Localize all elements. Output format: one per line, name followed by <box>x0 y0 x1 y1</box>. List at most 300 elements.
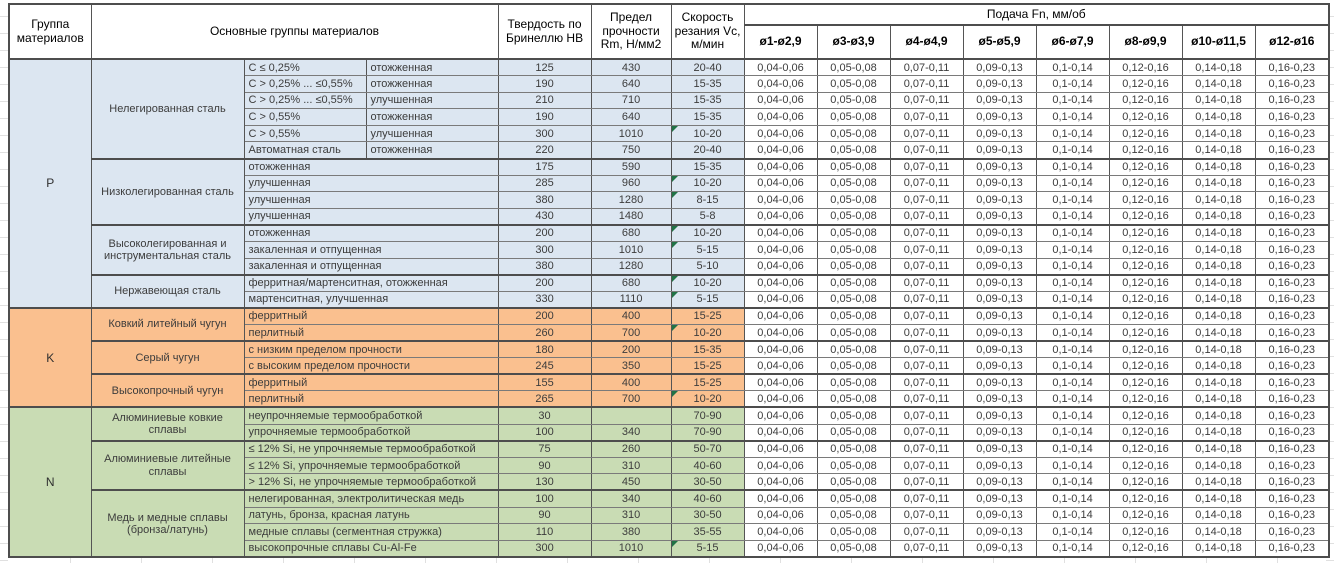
feed-value-cell: 0,1-0,14 <box>1036 407 1109 424</box>
strength-rm-cell: 260 <box>591 441 671 458</box>
feed-value-cell: 0,12-0,16 <box>1109 341 1182 358</box>
feed-value-cell: 0,14-0,18 <box>1182 358 1255 375</box>
feed-value-cell: 0,14-0,18 <box>1182 142 1255 159</box>
header-feed-d5: ø6-ø7,9 <box>1036 25 1109 59</box>
feed-value-cell: 0,05-0,08 <box>817 474 890 491</box>
strength-rm-cell: 400 <box>591 308 671 325</box>
material-desc-cell: закаленная и отпущенная <box>244 258 498 275</box>
heat-state-cell: улучшенная <box>366 92 498 109</box>
cutting-speed-vc-cell: 35-55 <box>671 524 744 541</box>
feed-value-cell: 0,04-0,06 <box>744 457 817 474</box>
feed-value-cell: 0,1-0,14 <box>1036 308 1109 325</box>
feed-value-cell: 0,04-0,06 <box>744 275 817 292</box>
material-desc-cell: > 12% Si, не упрочняемые термообработкой <box>244 474 498 491</box>
feed-value-cell: 0,04-0,06 <box>744 76 817 93</box>
material-desc-cell: отожженная <box>244 225 498 242</box>
feed-value-cell: 0,04-0,06 <box>744 308 817 325</box>
feed-value-cell: 0,07-0,11 <box>890 407 963 424</box>
material-desc-cell: ферритный <box>244 374 498 391</box>
table-row <box>9 225 1329 242</box>
feed-value-cell: 0,16-0,23 <box>1255 474 1329 491</box>
feed-value-cell: 0,14-0,18 <box>1182 291 1255 308</box>
cutting-speed-vc-cell: 15-35 <box>671 76 744 93</box>
feed-value-cell: 0,16-0,23 <box>1255 59 1329 76</box>
carbon-spec-cell: С > 0,25% ... ≤0,55% <box>244 92 366 109</box>
header-feed-d6: ø8-ø9,9 <box>1109 25 1182 59</box>
feed-value-cell: 0,05-0,08 <box>817 76 890 93</box>
feed-value-cell: 0,04-0,06 <box>744 208 817 225</box>
feed-value-cell: 0,12-0,16 <box>1109 192 1182 209</box>
cutting-speed-vc-cell: 15-25 <box>671 308 744 325</box>
feed-value-cell: 0,16-0,23 <box>1255 457 1329 474</box>
margin-gridlines-left <box>0 0 8 563</box>
feed-value-cell: 0,07-0,11 <box>890 358 963 375</box>
feed-value-cell: 0,12-0,16 <box>1109 242 1182 259</box>
feed-value-cell: 0,16-0,23 <box>1255 308 1329 325</box>
feed-value-cell: 0,14-0,18 <box>1182 424 1255 441</box>
carbon-spec-cell: С > 0,55% <box>244 125 366 142</box>
heat-state-cell: отожженная <box>366 76 498 93</box>
feed-value-cell: 0,1-0,14 <box>1036 125 1109 142</box>
cell-flag-triangle-icon <box>672 192 678 198</box>
material-group-name-cell: Медь и медные сплавы (бронза/латунь) <box>91 490 244 556</box>
feed-value-cell: 0,07-0,11 <box>890 291 963 308</box>
heat-state-cell: отожженная <box>366 109 498 126</box>
feed-value-cell: 0,14-0,18 <box>1182 59 1255 76</box>
feed-value-cell: 0,12-0,16 <box>1109 291 1182 308</box>
feed-value-cell: 0,07-0,11 <box>890 59 963 76</box>
feed-value-cell: 0,16-0,23 <box>1255 76 1329 93</box>
feed-value-cell: 0,09-0,13 <box>963 540 1036 557</box>
table-row <box>9 441 1329 458</box>
feed-value-cell: 0,12-0,16 <box>1109 125 1182 142</box>
feed-value-cell: 0,05-0,08 <box>817 92 890 109</box>
feed-value-cell: 0,14-0,18 <box>1182 125 1255 142</box>
feed-value-cell: 0,09-0,13 <box>963 308 1036 325</box>
feed-value-cell: 0,1-0,14 <box>1036 507 1109 524</box>
feed-value-cell: 0,04-0,06 <box>744 524 817 541</box>
feed-value-cell: 0,07-0,11 <box>890 490 963 507</box>
feed-value-cell: 0,09-0,13 <box>963 341 1036 358</box>
material-desc-cell: перлитный <box>244 325 498 342</box>
group-code-cell: N <box>9 407 91 556</box>
material-group-name-cell: Ковкий литейный чугун <box>91 308 244 341</box>
heat-state-cell: отожженная <box>366 142 498 159</box>
feed-value-cell: 0,07-0,11 <box>890 76 963 93</box>
header-feed-title: Подача Fn, мм/об <box>744 4 1329 25</box>
feed-value-cell: 0,07-0,11 <box>890 474 963 491</box>
strength-rm-cell: 1010 <box>591 540 671 557</box>
feed-value-cell: 0,05-0,08 <box>817 540 890 557</box>
cell-flag-triangle-icon <box>672 176 678 182</box>
feed-value-cell: 0,04-0,06 <box>744 258 817 275</box>
material-desc-cell: ферритный <box>244 308 498 325</box>
feed-value-cell: 0,07-0,11 <box>890 424 963 441</box>
feed-value-cell: 0,04-0,06 <box>744 441 817 458</box>
group-code-cell: P <box>9 59 91 308</box>
feed-value-cell: 0,16-0,23 <box>1255 109 1329 126</box>
feed-value-cell: 0,1-0,14 <box>1036 208 1109 225</box>
cell-flag-triangle-icon <box>672 226 678 232</box>
feed-value-cell: 0,14-0,18 <box>1182 76 1255 93</box>
header-feed-d8: ø12-ø16 <box>1255 25 1329 59</box>
material-desc-cell: высокопрочные сплавы Cu-Al-Fe <box>244 540 498 557</box>
material-desc-cell: ферритная/мартенситная, отожженная <box>244 275 498 292</box>
feed-value-cell: 0,12-0,16 <box>1109 474 1182 491</box>
hardness-hb-cell: 380 <box>498 258 591 275</box>
feed-value-cell: 0,1-0,14 <box>1036 424 1109 441</box>
carbon-spec-cell: С ≤ 0,25% <box>244 59 366 76</box>
material-desc-cell: неупрочняемые термообработкой <box>244 407 498 424</box>
feed-value-cell: 0,14-0,18 <box>1182 308 1255 325</box>
feed-value-cell: 0,09-0,13 <box>963 76 1036 93</box>
feed-value-cell: 0,1-0,14 <box>1036 358 1109 375</box>
cutting-speed-vc-cell: 5-15 <box>671 291 744 308</box>
feed-value-cell: 0,1-0,14 <box>1036 325 1109 342</box>
feed-value-cell: 0,1-0,14 <box>1036 474 1109 491</box>
feed-value-cell: 0,1-0,14 <box>1036 225 1109 242</box>
feed-value-cell: 0,12-0,16 <box>1109 424 1182 441</box>
feed-value-cell: 0,09-0,13 <box>963 109 1036 126</box>
feed-value-cell: 0,09-0,13 <box>963 225 1036 242</box>
feed-value-cell: 0,16-0,23 <box>1255 374 1329 391</box>
header-brinell-hardness: Твердость по Бринеллю НВ <box>498 4 591 59</box>
material-group-name-cell: Алюминиевые ковкие сплавы <box>91 407 244 440</box>
cutting-speed-vc-cell: 5-15 <box>671 242 744 259</box>
header-material-group: Группа материалов <box>9 4 91 59</box>
feed-value-cell: 0,14-0,18 <box>1182 507 1255 524</box>
feed-value-cell: 0,14-0,18 <box>1182 275 1255 292</box>
cutting-speed-vc-cell: 10-20 <box>671 225 744 242</box>
feed-value-cell: 0,16-0,23 <box>1255 175 1329 192</box>
hardness-hb-cell: 430 <box>498 208 591 225</box>
feed-value-cell: 0,1-0,14 <box>1036 142 1109 159</box>
cutting-speed-vc-cell: 10-20 <box>671 391 744 408</box>
hardness-hb-cell: 260 <box>498 325 591 342</box>
feed-value-cell: 0,07-0,11 <box>890 125 963 142</box>
feed-value-cell: 0,16-0,23 <box>1255 424 1329 441</box>
feed-value-cell: 0,07-0,11 <box>890 242 963 259</box>
feed-value-cell: 0,12-0,16 <box>1109 374 1182 391</box>
hardness-hb-cell: 130 <box>498 474 591 491</box>
cell-flag-triangle-icon <box>672 276 678 282</box>
feed-value-cell: 0,14-0,18 <box>1182 92 1255 109</box>
material-desc-cell: ≤ 12% Si, не упрочняемые термообработкой <box>244 441 498 458</box>
feed-value-cell: 0,14-0,18 <box>1182 325 1255 342</box>
feed-value-cell: 0,14-0,18 <box>1182 341 1255 358</box>
feed-value-cell: 0,05-0,08 <box>817 391 890 408</box>
hardness-hb-cell: 75 <box>498 441 591 458</box>
cutting-speed-vc-cell: 8-15 <box>671 192 744 209</box>
cutting-speed-vc-cell: 15-35 <box>671 341 744 358</box>
strength-rm-cell: 1280 <box>591 258 671 275</box>
feed-value-cell: 0,05-0,08 <box>817 258 890 275</box>
feed-value-cell: 0,09-0,13 <box>963 391 1036 408</box>
hardness-hb-cell: 220 <box>498 142 591 159</box>
feed-value-cell: 0,04-0,06 <box>744 291 817 308</box>
carbon-spec-cell: С > 0,25% ... ≤0,55% <box>244 76 366 93</box>
feed-value-cell: 0,16-0,23 <box>1255 225 1329 242</box>
cutting-speed-vc-cell: 5-10 <box>671 258 744 275</box>
feed-value-cell: 0,12-0,16 <box>1109 308 1182 325</box>
feed-value-cell: 0,09-0,13 <box>963 490 1036 507</box>
feed-value-cell: 0,12-0,16 <box>1109 208 1182 225</box>
cutting-speed-vc-cell: 10-20 <box>671 175 744 192</box>
material-group-name-cell: Алюминиевые литейные сплавы <box>91 441 244 491</box>
cell-flag-triangle-icon <box>672 126 678 132</box>
material-desc-cell: мартенситная, улучшенная <box>244 291 498 308</box>
feed-value-cell: 0,05-0,08 <box>817 208 890 225</box>
feed-value-cell: 0,1-0,14 <box>1036 76 1109 93</box>
feed-value-cell: 0,12-0,16 <box>1109 507 1182 524</box>
feed-value-cell: 0,12-0,16 <box>1109 540 1182 557</box>
feed-value-cell: 0,07-0,11 <box>890 275 963 292</box>
feed-value-cell: 0,05-0,08 <box>817 291 890 308</box>
strength-rm-cell: 430 <box>591 59 671 76</box>
feed-value-cell: 0,05-0,08 <box>817 275 890 292</box>
feed-value-cell: 0,05-0,08 <box>817 424 890 441</box>
feed-value-cell: 0,04-0,06 <box>744 325 817 342</box>
cell-flag-triangle-icon <box>672 325 678 331</box>
table-row <box>9 308 1329 325</box>
feed-value-cell: 0,04-0,06 <box>744 242 817 259</box>
strength-rm-cell: 380 <box>591 524 671 541</box>
feed-value-cell: 0,07-0,11 <box>890 142 963 159</box>
feed-value-cell: 0,16-0,23 <box>1255 325 1329 342</box>
strength-rm-cell: 680 <box>591 275 671 292</box>
feed-value-cell: 0,1-0,14 <box>1036 159 1109 176</box>
strength-rm-cell: 750 <box>591 142 671 159</box>
strength-rm-cell: 1010 <box>591 125 671 142</box>
feed-value-cell: 0,05-0,08 <box>817 125 890 142</box>
hardness-hb-cell: 210 <box>498 92 591 109</box>
feed-value-cell: 0,12-0,16 <box>1109 407 1182 424</box>
feed-value-cell: 0,1-0,14 <box>1036 175 1109 192</box>
feed-value-cell: 0,09-0,13 <box>963 291 1036 308</box>
feed-value-cell: 0,07-0,11 <box>890 374 963 391</box>
strength-rm-cell: 1280 <box>591 192 671 209</box>
feed-value-cell: 0,05-0,08 <box>817 407 890 424</box>
hardness-hb-cell: 300 <box>498 242 591 259</box>
feed-value-cell: 0,09-0,13 <box>963 474 1036 491</box>
cutting-speed-vc-cell: 15-25 <box>671 374 744 391</box>
cutting-speed-vc-cell: 20-40 <box>671 59 744 76</box>
feed-value-cell: 0,14-0,18 <box>1182 474 1255 491</box>
material-desc-cell: улучшенная <box>244 192 498 209</box>
header-row-top <box>9 4 1329 25</box>
feed-value-cell: 0,09-0,13 <box>963 258 1036 275</box>
feed-value-cell: 0,05-0,08 <box>817 308 890 325</box>
table-body <box>9 59 1329 557</box>
header-feed-d1: ø1-ø2,9 <box>744 25 817 59</box>
material-desc-cell: медные сплавы (сегментная стружка) <box>244 524 498 541</box>
feed-value-cell: 0,07-0,11 <box>890 457 963 474</box>
feed-value-cell: 0,12-0,16 <box>1109 92 1182 109</box>
feed-value-cell: 0,09-0,13 <box>963 507 1036 524</box>
hardness-hb-cell: 125 <box>498 59 591 76</box>
feed-value-cell: 0,05-0,08 <box>817 358 890 375</box>
feed-value-cell: 0,04-0,06 <box>744 540 817 557</box>
hardness-hb-cell: 300 <box>498 540 591 557</box>
hardness-hb-cell: 285 <box>498 175 591 192</box>
carbon-spec-cell: С > 0,55% <box>244 109 366 126</box>
feed-value-cell: 0,16-0,23 <box>1255 490 1329 507</box>
material-desc-cell: с низким пределом прочности <box>244 341 498 358</box>
feed-value-cell: 0,09-0,13 <box>963 407 1036 424</box>
feed-value-cell: 0,04-0,06 <box>744 507 817 524</box>
feed-value-cell: 0,1-0,14 <box>1036 457 1109 474</box>
feed-value-cell: 0,14-0,18 <box>1182 208 1255 225</box>
feed-value-cell: 0,14-0,18 <box>1182 225 1255 242</box>
feed-value-cell: 0,09-0,13 <box>963 325 1036 342</box>
feed-value-cell: 0,12-0,16 <box>1109 524 1182 541</box>
feed-value-cell: 0,16-0,23 <box>1255 507 1329 524</box>
strength-rm-cell: 700 <box>591 391 671 408</box>
feed-value-cell: 0,05-0,08 <box>817 109 890 126</box>
hardness-hb-cell: 190 <box>498 109 591 126</box>
feed-value-cell: 0,07-0,11 <box>890 192 963 209</box>
feed-value-cell: 0,04-0,06 <box>744 490 817 507</box>
hardness-hb-cell: 30 <box>498 407 591 424</box>
feed-value-cell: 0,04-0,06 <box>744 125 817 142</box>
header-tensile-strength: Предел прочности Rm, Н/мм2 <box>591 4 671 59</box>
feed-value-cell: 0,12-0,16 <box>1109 325 1182 342</box>
hardness-hb-cell: 200 <box>498 225 591 242</box>
cutting-speed-vc-cell: 15-35 <box>671 159 744 176</box>
feed-value-cell: 0,07-0,11 <box>890 308 963 325</box>
feed-value-cell: 0,16-0,23 <box>1255 540 1329 557</box>
cutting-speed-vc-cell: 15-35 <box>671 109 744 126</box>
hardness-hb-cell: 100 <box>498 424 591 441</box>
feed-value-cell: 0,12-0,16 <box>1109 275 1182 292</box>
strength-rm-cell: 340 <box>591 424 671 441</box>
material-desc-cell: упрочняемые термообработкой <box>244 424 498 441</box>
feed-value-cell: 0,09-0,13 <box>963 59 1036 76</box>
feed-value-cell: 0,12-0,16 <box>1109 490 1182 507</box>
cutting-speed-vc-cell: 40-60 <box>671 457 744 474</box>
feed-value-cell: 0,05-0,08 <box>817 59 890 76</box>
strength-rm-cell: 1480 <box>591 208 671 225</box>
feed-value-cell: 0,1-0,14 <box>1036 524 1109 541</box>
feed-value-cell: 0,1-0,14 <box>1036 275 1109 292</box>
table-row <box>9 159 1329 176</box>
material-desc-cell: улучшенная <box>244 208 498 225</box>
feed-value-cell: 0,16-0,23 <box>1255 524 1329 541</box>
cutting-speed-vc-cell: 30-50 <box>671 507 744 524</box>
feed-value-cell: 0,14-0,18 <box>1182 242 1255 259</box>
feed-value-cell: 0,07-0,11 <box>890 258 963 275</box>
hardness-hb-cell: 155 <box>498 374 591 391</box>
header-cutting-speed: Скорость резания Vc, м/мин <box>671 4 744 59</box>
feed-value-cell: 0,07-0,11 <box>890 159 963 176</box>
material-desc-cell: нелегированная, электролитическая медь <box>244 490 498 507</box>
feed-value-cell: 0,1-0,14 <box>1036 490 1109 507</box>
feed-value-cell: 0,09-0,13 <box>963 159 1036 176</box>
feed-value-cell: 0,1-0,14 <box>1036 540 1109 557</box>
feed-value-cell: 0,14-0,18 <box>1182 159 1255 176</box>
hardness-hb-cell: 330 <box>498 291 591 308</box>
feed-value-cell: 0,14-0,18 <box>1182 407 1255 424</box>
feed-value-cell: 0,12-0,16 <box>1109 358 1182 375</box>
feed-value-cell: 0,12-0,16 <box>1109 159 1182 176</box>
cutting-speed-vc-cell: 70-90 <box>671 424 744 441</box>
feed-value-cell: 0,12-0,16 <box>1109 225 1182 242</box>
feed-value-cell: 0,12-0,16 <box>1109 391 1182 408</box>
hardness-hb-cell: 90 <box>498 457 591 474</box>
header-feed-d4: ø5-ø5,9 <box>963 25 1036 59</box>
feed-value-cell: 0,16-0,23 <box>1255 159 1329 176</box>
feed-value-cell: 0,09-0,13 <box>963 175 1036 192</box>
feed-value-cell: 0,05-0,08 <box>817 457 890 474</box>
feed-value-cell: 0,14-0,18 <box>1182 192 1255 209</box>
cutting-speed-vc-cell: 20-40 <box>671 142 744 159</box>
feed-value-cell: 0,04-0,06 <box>744 225 817 242</box>
material-desc-cell: перлитный <box>244 391 498 408</box>
cutting-speed-vc-cell: 10-20 <box>671 325 744 342</box>
strength-rm-cell: 680 <box>591 225 671 242</box>
strength-rm-cell: 450 <box>591 474 671 491</box>
feed-value-cell: 0,09-0,13 <box>963 275 1036 292</box>
material-group-name-cell: Высоколегированная и инструментальная сталь <box>91 225 244 275</box>
material-desc-cell: латунь, бронза, красная латунь <box>244 507 498 524</box>
feed-value-cell: 0,14-0,18 <box>1182 441 1255 458</box>
material-group-name-cell: Низколегированная сталь <box>91 159 244 225</box>
material-group-name-cell: Нержавеющая сталь <box>91 275 244 308</box>
table-row <box>9 490 1329 507</box>
feed-value-cell: 0,05-0,08 <box>817 441 890 458</box>
strength-rm-cell: 640 <box>591 109 671 126</box>
strength-rm-cell: 400 <box>591 374 671 391</box>
cutting-speed-vc-cell: 30-50 <box>671 474 744 491</box>
material-group-name-cell: Нелегированная сталь <box>91 59 244 159</box>
feed-value-cell: 0,04-0,06 <box>744 407 817 424</box>
feed-value-cell: 0,16-0,23 <box>1255 275 1329 292</box>
header-feed-d2: ø3-ø3,9 <box>817 25 890 59</box>
feed-value-cell: 0,14-0,18 <box>1182 175 1255 192</box>
strength-rm-cell: 710 <box>591 92 671 109</box>
strength-rm-cell: 700 <box>591 325 671 342</box>
hardness-hb-cell: 180 <box>498 341 591 358</box>
heat-state-cell: отожженная <box>366 59 498 76</box>
material-desc-cell: закаленная и отпущенная <box>244 242 498 259</box>
feed-value-cell: 0,04-0,06 <box>744 341 817 358</box>
carbon-spec-cell: Автоматная сталь <box>244 142 366 159</box>
feed-value-cell: 0,04-0,06 <box>744 175 817 192</box>
strength-rm-cell <box>591 407 671 424</box>
feed-value-cell: 0,16-0,23 <box>1255 291 1329 308</box>
feed-value-cell: 0,1-0,14 <box>1036 109 1109 126</box>
feed-value-cell: 0,09-0,13 <box>963 192 1036 209</box>
feed-value-cell: 0,09-0,13 <box>963 457 1036 474</box>
feed-value-cell: 0,05-0,08 <box>817 524 890 541</box>
feed-value-cell: 0,12-0,16 <box>1109 441 1182 458</box>
feed-value-cell: 0,12-0,16 <box>1109 142 1182 159</box>
header-feed-d7: ø10-ø11,5 <box>1182 25 1255 59</box>
feed-value-cell: 0,16-0,23 <box>1255 242 1329 259</box>
feed-value-cell: 0,09-0,13 <box>963 524 1036 541</box>
feed-value-cell: 0,1-0,14 <box>1036 92 1109 109</box>
feed-value-cell: 0,05-0,08 <box>817 341 890 358</box>
material-desc-cell: отожженная <box>244 159 498 176</box>
feed-value-cell: 0,1-0,14 <box>1036 341 1109 358</box>
table-row <box>9 341 1329 358</box>
feed-value-cell: 0,1-0,14 <box>1036 291 1109 308</box>
cutting-speed-vc-cell: 70-90 <box>671 407 744 424</box>
feed-value-cell: 0,09-0,13 <box>963 441 1036 458</box>
feed-value-cell: 0,14-0,18 <box>1182 109 1255 126</box>
cell-flag-triangle-icon <box>672 292 678 298</box>
feed-value-cell: 0,05-0,08 <box>817 192 890 209</box>
